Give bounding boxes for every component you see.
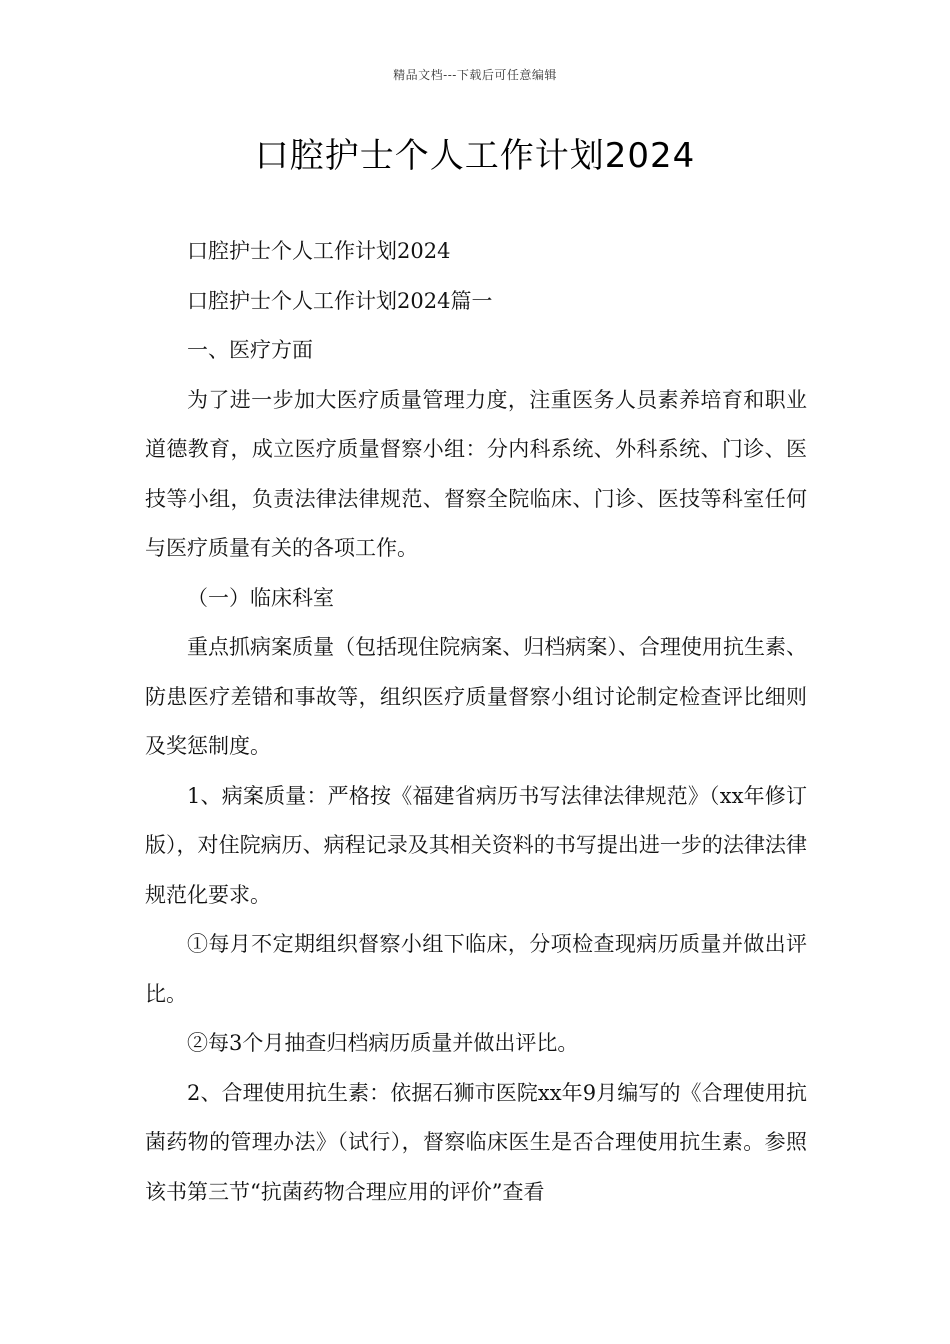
paragraph-intro: 为了进一步加大医疗质量管理力度，注重医务人员素养培育和职业道德教育，成立医疗质量督察小组：分内科系统、外科系统、门诊、医技等小组，负责法律法律规范、督察全院临床、门诊、医技等科室任何与医疗质量有关的各项工作。 (145, 387, 807, 560)
paragraph-subtitle: 口腔护士个人工作计划2024 (187, 239, 451, 263)
document-body (145, 227, 807, 1217)
document-title: 口腔护士个人工作计划2024 (254, 136, 696, 176)
paragraph-item-1: 1、病案质量：严格按《福建省病历书写法律法律规范》（xx年修订版），对住院病历、病程记录及其相关资料的书写提出进一步的法律法律规范化要求。 (145, 783, 807, 907)
paragraph-heading-medical: 一、医疗方面 (187, 338, 313, 362)
header-note: 精品文档---下载后可任意编辑 (393, 68, 557, 82)
paragraph-clinical-focus: 重点抓病案质量（包括现住院病案、归档病案）、合理使用抗生素、防患医疗差错和事故等，组织医疗质量督察小组讨论制定检查评比细则及奖惩制度。 (145, 635, 807, 758)
paragraph-subitem-1: ①每月不定期组织督察小组下临床，分项检查现病历质量并做出评比。 (145, 932, 807, 1006)
paragraph-subitem-2: ②每3个月抽查归档病历质量并做出评比。 (187, 1031, 579, 1055)
paragraph-heading-clinical: （一）临床科室 (187, 585, 334, 610)
paragraph-section-heading: 口腔护士个人工作计划2024篇一 (187, 288, 493, 313)
paragraph-item-2: 2、合理使用抗生素：依据石狮市医院xx年9月编写的《合理使用抗菌药物的管理办法》（试行），督察临床医生是否合理使用抗生素。参照该书第三节“抗菌药物合理应用的评价”查看 (145, 1080, 807, 1204)
